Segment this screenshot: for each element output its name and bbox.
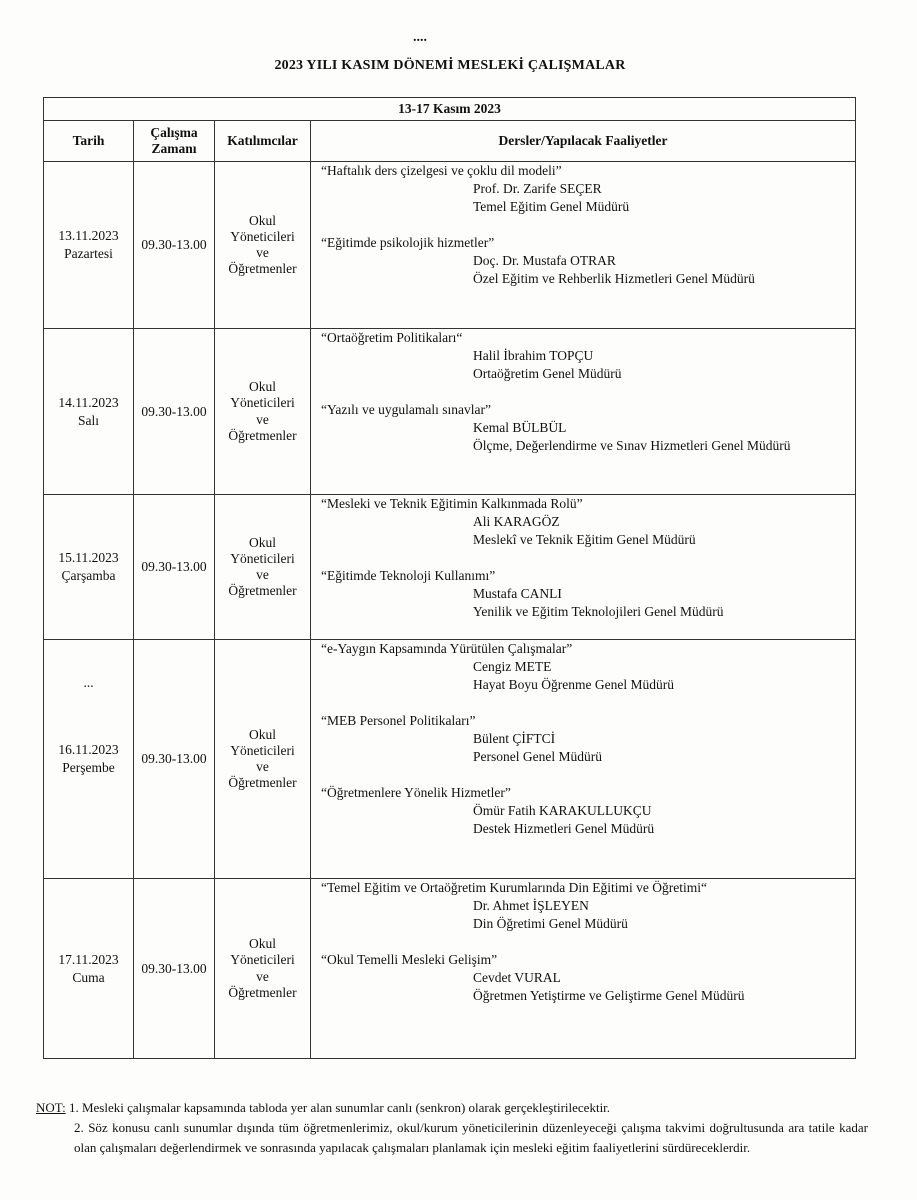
week-title: 13-17 Kasım 2023 xyxy=(44,98,856,121)
participants-line: Öğretmenler xyxy=(228,261,297,277)
day-value: Cuma xyxy=(72,969,105,985)
activity-topic: “Mesleki ve Teknik Eğitimin Kalkınmada Rolü” xyxy=(321,496,583,511)
participants-cell xyxy=(215,495,311,640)
col-header-time xyxy=(134,121,215,162)
activity-presenter: Ömür Fatih KARAKULLUKÇU xyxy=(473,803,652,818)
activity-topic: “Öğretmenlere Yönelik Hizmetler” xyxy=(321,785,511,800)
time-cell: 09.30-13.00 xyxy=(134,162,215,329)
time-cell: 09.30-13.00 xyxy=(134,640,215,879)
activity-topic: “Eğitimde psikolojik hizmetler” xyxy=(321,235,495,250)
activity-presenter: Prof. Dr. Zarife SEÇER xyxy=(473,181,602,196)
activity-topic: “Ortaöğretim Politikaları“ xyxy=(321,330,463,345)
table-row xyxy=(44,162,856,329)
activity-presenter: Doç. Dr. Mustafa OTRAR xyxy=(473,253,616,268)
page-title: 2023 YILI KASIM DÖNEMİ MESLEKİ ÇALIŞMALAR xyxy=(274,58,626,73)
participants-line: Okul xyxy=(249,534,276,550)
participants-line: ve xyxy=(256,759,269,774)
participants-line: ve xyxy=(256,245,269,260)
activities-cell xyxy=(311,879,856,1059)
activities-cell xyxy=(311,640,856,879)
note-1-text: 1. Mesleki çalışmalar kapsamında tabloda yer alan sunumlar canlı (senkron) olarak gerçekleştirilecektir. xyxy=(68,1100,611,1115)
note-2: 2. Söz konusu canlı sunumlar dışında tüm öğretmenlerimiz, okul/kurum yöneticilerinin düzenleyeceği çalışma takvimi doğrultusunda ara tatile kadar olan çalışmaları değerlendirmek ve sonrasında yapılacak çalışmaları planlamak için mesleki eğitim faaliyetlerini sürdüreceklerdir. xyxy=(74,1120,868,1155)
activity-role: Hayat Boyu Öğrenme Genel Müdürü xyxy=(473,677,674,692)
date-prefix: ... xyxy=(83,675,94,690)
participants-line: Öğretmenler xyxy=(228,775,297,791)
date-value: 14.11.2023 xyxy=(58,394,119,410)
activity-role: Ölçme, Değerlendirme ve Sınav Hizmetleri Genel Müdürü xyxy=(473,438,791,453)
table-row xyxy=(44,879,856,1059)
activity-role: Özel Eğitim ve Rehberlik Hizmetleri Genel Müdürü xyxy=(473,271,755,286)
notes-section xyxy=(36,1098,868,1158)
day-value: Çarşamba xyxy=(61,568,116,583)
col-header-time-line2: Zamanı xyxy=(151,141,197,156)
date-value: 13.11.2023 xyxy=(58,228,119,244)
participants-line: Öğretmenler xyxy=(228,583,297,599)
participants-line: Yöneticileri xyxy=(230,395,295,411)
col-header-time-line1: Çalışma xyxy=(150,125,198,141)
date-value: 16.11.2023 xyxy=(58,742,119,758)
activity-role: Ortaöğretim Genel Müdürü xyxy=(473,366,622,381)
time-cell: 09.30-13.00 xyxy=(134,329,215,495)
participants-line: Öğretmenler xyxy=(228,427,297,443)
activity-presenter: Cevdet VURAL xyxy=(473,970,561,985)
participants-cell xyxy=(215,640,311,879)
day-value: Salı xyxy=(77,412,99,428)
activity-role: Temel Eğitim Genel Müdürü xyxy=(473,199,630,214)
date-cell xyxy=(44,329,134,495)
activity-role: Din Öğretimi Genel Müdürü xyxy=(473,916,628,931)
participants-line: Yöneticileri xyxy=(230,550,295,566)
participants-line: Okul xyxy=(249,379,276,395)
activity-role: Meslekî ve Teknik Eğitim Genel Müdürü xyxy=(473,532,696,547)
time-cell: 09.30-13.00 xyxy=(134,879,215,1059)
activity-role: Yenilik ve Eğitim Teknolojileri Genel Müdürü xyxy=(473,604,724,619)
week-title-row xyxy=(44,98,856,121)
participants-line: ve xyxy=(256,968,269,984)
date-value: 17.11.2023 xyxy=(58,951,119,967)
participants-line: ve xyxy=(256,567,269,582)
note-1 xyxy=(36,1098,868,1118)
activity-role: Destek Hizmetleri Genel Müdürü xyxy=(473,821,655,836)
time-cell: 09.30-13.00 xyxy=(134,495,215,640)
participants-cell xyxy=(215,329,311,495)
date-cell xyxy=(44,879,134,1059)
activity-topic: “Eğitimde Teknoloji Kullanımı” xyxy=(321,568,496,583)
table-row xyxy=(44,329,856,495)
activity-presenter: Mustafa CANLI xyxy=(473,586,562,601)
activity-presenter: Cengiz METE xyxy=(473,659,552,674)
participants-line: Okul xyxy=(249,726,276,742)
col-header-activities: Dersler/Yapılacak Faaliyetler xyxy=(311,121,856,162)
activity-role: Personel Genel Müdürü xyxy=(473,749,602,764)
activities-cell xyxy=(311,162,856,329)
participants-line: Öğretmenler xyxy=(228,984,297,1000)
date-cell xyxy=(44,162,134,329)
activity-presenter: Ali KARAGÖZ xyxy=(473,514,560,529)
activity-topic: “Okul Temelli Mesleki Gelişim” xyxy=(321,952,498,967)
table-row xyxy=(44,640,856,879)
activity-presenter: Bülent ÇİFTCİ xyxy=(473,731,556,746)
day-value: Perşembe xyxy=(62,760,115,775)
day-value: Pazartesi xyxy=(64,246,113,261)
participants-line: Yöneticileri xyxy=(230,742,295,758)
col-header-date: Tarih xyxy=(44,121,134,162)
participants-line: Yöneticileri xyxy=(230,228,295,244)
col-header-participants: Katılımcılar xyxy=(215,121,311,162)
activity-presenter: Kemal BÜLBÜL xyxy=(473,420,567,435)
activity-presenter: Dr. Ahmet İŞLEYEN xyxy=(473,898,589,913)
participants-line: Okul xyxy=(249,936,276,952)
header-dots: .... xyxy=(413,30,427,45)
activities-cell xyxy=(311,329,856,495)
activity-topic: “Haftalık ders çizelgesi ve çoklu dil modeli” xyxy=(321,163,562,178)
activities-cell xyxy=(311,495,856,640)
schedule-table xyxy=(43,97,856,1059)
participants-cell xyxy=(215,162,311,329)
date-value: 15.11.2023 xyxy=(58,550,119,566)
date-cell xyxy=(44,640,134,879)
participants-line: ve xyxy=(256,411,269,427)
activity-role: Öğretmen Yetiştirme ve Geliştirme Genel Müdürü xyxy=(473,988,745,1003)
note-label: NOT: xyxy=(36,1100,66,1115)
activity-topic: “e-Yaygın Kapsamında Yürütülen Çalışmalar” xyxy=(321,641,573,656)
participants-line: Yöneticileri xyxy=(230,952,295,968)
activity-topic: “MEB Personel Politikaları” xyxy=(321,713,476,728)
activity-presenter: Halil İbrahim TOPÇU xyxy=(473,348,594,363)
date-cell xyxy=(44,495,134,640)
table-row xyxy=(44,495,856,640)
participants-cell xyxy=(215,879,311,1059)
participants-line: Okul xyxy=(249,212,276,228)
header-row xyxy=(44,121,856,162)
activity-topic: “Yazılı ve uygulamalı sınavlar” xyxy=(321,402,491,417)
activity-topic: “Temel Eğitim ve Ortaöğretim Kurumlarında Din Eğitimi ve Öğretimi“ xyxy=(321,880,707,895)
